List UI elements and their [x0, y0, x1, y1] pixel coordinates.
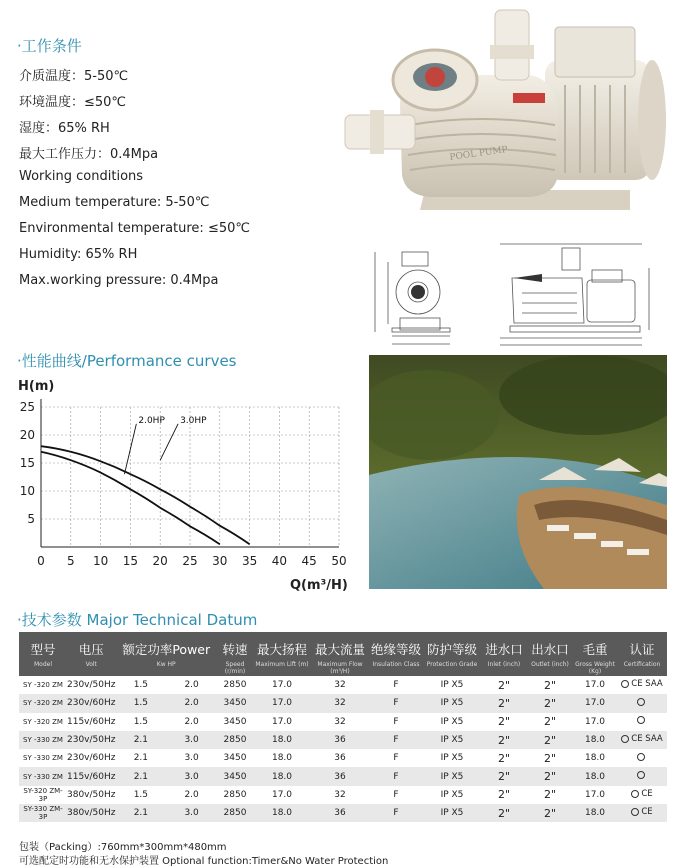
- condition-line: Medium temperature: 5-50℃: [19, 195, 210, 210]
- certification-text: CE SAA: [631, 734, 663, 745]
- performance-chart: [10, 372, 355, 600]
- table-row: [19, 731, 667, 749]
- x-tick-label: 40: [271, 554, 288, 568]
- cell-speed: 3450: [217, 713, 253, 731]
- infinity-pool-photo: [369, 355, 667, 589]
- col-header-power: 额定功率Power Kw HP: [115, 632, 217, 676]
- table-row: [19, 676, 667, 694]
- spec-table: [19, 632, 667, 822]
- cell-model: SY -320 ZM: [19, 713, 67, 731]
- certification-mark-icon: [637, 716, 645, 724]
- cell-outlet: 2": [527, 749, 573, 767]
- condition-line: 介质温度：5-50℃: [19, 69, 129, 84]
- x-tick-label: 25: [182, 554, 198, 568]
- cell-prot: IP X5: [423, 767, 481, 785]
- cell-volt: 230v/60Hz: [67, 749, 115, 767]
- cell-ins: F: [369, 694, 423, 712]
- cell-weight: 17.0: [573, 786, 617, 804]
- col-header-outlet: 出水口 Outlet (inch): [527, 632, 573, 676]
- pump-side-drawing: [492, 238, 657, 350]
- cell-inlet: 2": [481, 694, 527, 712]
- tech-title: ·技术参数 Major Technical Datum: [17, 611, 258, 629]
- cell-prot: IP X5: [423, 731, 481, 749]
- cell-outlet: 2": [527, 694, 573, 712]
- cell-volt: 230v/50Hz: [67, 676, 115, 694]
- packing-note: 包装（Packing）:760mm*300mm*480mm: [19, 842, 227, 853]
- col-header-protection: 防护等级 Protection Grade: [423, 632, 481, 676]
- x-tick-label: 10: [92, 554, 109, 568]
- condition-line: Working conditions: [19, 169, 144, 184]
- cell-cert: [617, 694, 667, 712]
- cell-speed: 3450: [217, 767, 253, 785]
- cell-lift: 17.0: [253, 694, 311, 712]
- cell-hp: 3.0: [166, 749, 217, 767]
- cell-kw: 2.1: [115, 731, 166, 749]
- cell-cert: [617, 804, 667, 822]
- cell-outlet: 2": [527, 804, 573, 822]
- cell-kw: 1.5: [115, 694, 166, 712]
- cell-ins: F: [369, 676, 423, 694]
- cell-speed: 2850: [217, 676, 253, 694]
- cell-volt: 230v/60Hz: [67, 694, 115, 712]
- cell-lift: 17.0: [253, 676, 311, 694]
- cell-ins: F: [369, 731, 423, 749]
- cell-inlet: 2": [481, 713, 527, 731]
- col-header-lift: 最大扬程 Maximum Lift (m): [253, 632, 311, 676]
- series-label: 3.0HP: [180, 415, 207, 426]
- cell-lift: 18.0: [253, 731, 311, 749]
- cell-kw: 2.1: [115, 767, 166, 785]
- cell-model: SY-320 ZM-3P: [19, 786, 67, 804]
- series-label: 2.0HP: [138, 415, 165, 426]
- cell-flow: 36: [311, 749, 369, 767]
- cell-kw: 1.5: [115, 713, 166, 731]
- cell-ins: F: [369, 749, 423, 767]
- table-header-row: [19, 632, 667, 676]
- pump-brand-text: POOL PUMP: [449, 144, 509, 163]
- cell-speed: 3450: [217, 749, 253, 767]
- certification-mark-icon: [637, 771, 645, 779]
- cell-weight: 18.0: [573, 749, 617, 767]
- curve-2-0HP: [41, 452, 220, 544]
- col-header-cert: 认证 Certification: [617, 632, 667, 676]
- cell-model: SY -330 ZM: [19, 767, 67, 785]
- series-leader-line: [160, 424, 178, 460]
- condition-line: 湿度：65% RH: [19, 121, 110, 136]
- certification-mark-icon: [637, 698, 645, 706]
- cell-flow: 32: [311, 694, 369, 712]
- condition-line: 最大工作压力：0.4Mpa: [19, 147, 159, 162]
- cell-hp: 3.0: [166, 731, 217, 749]
- cell-speed: 2850: [217, 786, 253, 804]
- cell-volt: 380v/50Hz: [67, 804, 115, 822]
- condition-line: 环境温度：≤50℃: [19, 95, 127, 110]
- cell-cert: [617, 767, 667, 785]
- cell-kw: 2.1: [115, 804, 166, 822]
- cell-speed: 2850: [217, 804, 253, 822]
- cell-outlet: 2": [527, 767, 573, 785]
- cell-inlet: 2": [481, 731, 527, 749]
- x-tick-label: 30: [212, 554, 228, 568]
- chart-x-label: Q(m³/H): [290, 578, 348, 593]
- table-row: [19, 694, 667, 712]
- certification-mark-icon: [621, 680, 629, 688]
- cell-cert: [617, 731, 667, 749]
- certification-text: CE: [641, 807, 653, 818]
- col-header-weight: 毛重 Gross Weight (Kg): [573, 632, 617, 676]
- certification-text: CE SAA: [631, 679, 663, 690]
- cell-prot: IP X5: [423, 786, 481, 804]
- cell-model: SY -330 ZM: [19, 749, 67, 767]
- table-row: [19, 713, 667, 731]
- cell-cert: [617, 786, 667, 804]
- cell-lift: 17.0: [253, 786, 311, 804]
- cell-inlet: 2": [481, 676, 527, 694]
- cell-cert: [617, 749, 667, 767]
- cell-ins: F: [369, 767, 423, 785]
- cell-hp: 3.0: [166, 804, 217, 822]
- cell-volt: 115v/60Hz: [67, 713, 115, 731]
- col-header-speed: 转速 Speed (r/min): [217, 632, 253, 676]
- cell-flow: 32: [311, 786, 369, 804]
- cell-weight: 18.0: [573, 731, 617, 749]
- condition-line: Max.working pressure: 0.4Mpa: [19, 273, 219, 288]
- cell-inlet: 2": [481, 804, 527, 822]
- cell-model: SY -320 ZM: [19, 676, 67, 694]
- table-row: [19, 767, 667, 785]
- optional-function-note: 可选配定时功能和无水保护装置 Optional function:Timer&No Water Protection: [19, 856, 389, 867]
- col-header-flow: 最大流量 Maximum Flow (m³/H): [311, 632, 369, 676]
- cell-hp: 2.0: [166, 713, 217, 731]
- table-row: [19, 786, 667, 804]
- cell-prot: IP X5: [423, 676, 481, 694]
- cell-lift: 17.0: [253, 713, 311, 731]
- x-tick-label: 45: [301, 554, 317, 568]
- cell-speed: 2850: [217, 731, 253, 749]
- table-row: [19, 804, 667, 822]
- cell-speed: 3450: [217, 694, 253, 712]
- cell-weight: 18.0: [573, 767, 617, 785]
- cell-hp: 2.0: [166, 786, 217, 804]
- certification-text: CE: [641, 788, 653, 799]
- col-header-insulation: 绝缘等级 Insulation Class: [369, 632, 423, 676]
- y-tick-label: 25: [19, 400, 35, 414]
- cell-weight: 17.0: [573, 713, 617, 731]
- cell-prot: IP X5: [423, 713, 481, 731]
- cell-outlet: 2": [527, 713, 573, 731]
- x-tick-label: 0: [37, 554, 45, 568]
- work-conditions-title: ·工作条件: [17, 37, 82, 55]
- certification-mark-icon: [621, 735, 629, 743]
- col-header-model: 型号 Model: [19, 632, 67, 676]
- cell-model: SY -330 ZM: [19, 731, 67, 749]
- col-header-volt: 电压 Volt: [67, 632, 115, 676]
- cell-inlet: 2": [481, 767, 527, 785]
- cell-volt: 115v/60Hz: [67, 767, 115, 785]
- cell-cert: [617, 713, 667, 731]
- cell-kw: 1.5: [115, 786, 166, 804]
- chart-y-label: H(m): [18, 379, 55, 394]
- y-tick-label: 10: [19, 484, 35, 498]
- certification-mark-icon: [637, 753, 645, 761]
- cell-ins: F: [369, 804, 423, 822]
- cell-model: SY -320 ZM: [19, 694, 67, 712]
- cell-outlet: 2": [527, 786, 573, 804]
- certification-mark-icon: [631, 808, 639, 816]
- x-tick-label: 20: [152, 554, 168, 568]
- cell-inlet: 2": [481, 786, 527, 804]
- cell-volt: 380v/50Hz: [67, 786, 115, 804]
- x-tick-label: 50: [331, 554, 347, 568]
- cell-lift: 18.0: [253, 804, 311, 822]
- cell-flow: 36: [311, 804, 369, 822]
- cell-hp: 3.0: [166, 767, 217, 785]
- cell-flow: 32: [311, 676, 369, 694]
- cell-weight: 17.0: [573, 694, 617, 712]
- cell-outlet: 2": [527, 731, 573, 749]
- y-tick-label: 20: [19, 428, 35, 442]
- x-tick-label: 15: [122, 554, 139, 568]
- y-tick-label: 15: [19, 456, 35, 470]
- cell-prot: IP X5: [423, 804, 481, 822]
- certification-mark-icon: [631, 790, 639, 798]
- y-tick-label: 5: [27, 512, 35, 526]
- x-tick-label: 35: [241, 554, 258, 568]
- cell-flow: 32: [311, 713, 369, 731]
- cell-cert: [617, 676, 667, 694]
- cell-model: SY-330 ZM-3P: [19, 804, 67, 822]
- cell-lift: 18.0: [253, 749, 311, 767]
- cell-flow: 36: [311, 767, 369, 785]
- cell-inlet: 2": [481, 749, 527, 767]
- cell-lift: 18.0: [253, 767, 311, 785]
- cell-hp: 2.0: [166, 676, 217, 694]
- cell-outlet: 2": [527, 676, 573, 694]
- cell-kw: 1.5: [115, 676, 166, 694]
- cell-prot: IP X5: [423, 749, 481, 767]
- cell-weight: 18.0: [573, 804, 617, 822]
- cell-ins: F: [369, 786, 423, 804]
- x-tick-label: 5: [66, 554, 75, 568]
- performance-title: ·性能曲线/Performance curves: [17, 352, 237, 370]
- pump-front-drawing: [370, 240, 465, 350]
- condition-line: Environmental temperature: ≤50℃: [19, 221, 250, 236]
- condition-line: Humidity: 65% RH: [19, 247, 138, 262]
- cell-prot: IP X5: [423, 694, 481, 712]
- cell-kw: 2.1: [115, 749, 166, 767]
- cell-weight: 17.0: [573, 676, 617, 694]
- cell-flow: 36: [311, 731, 369, 749]
- cell-volt: 230v/50Hz: [67, 731, 115, 749]
- col-header-inlet: 进水口 Inlet (inch): [481, 632, 527, 676]
- table-row: [19, 749, 667, 767]
- pump-product-image: [330, 5, 670, 220]
- cell-hp: 2.0: [166, 694, 217, 712]
- cell-ins: F: [369, 713, 423, 731]
